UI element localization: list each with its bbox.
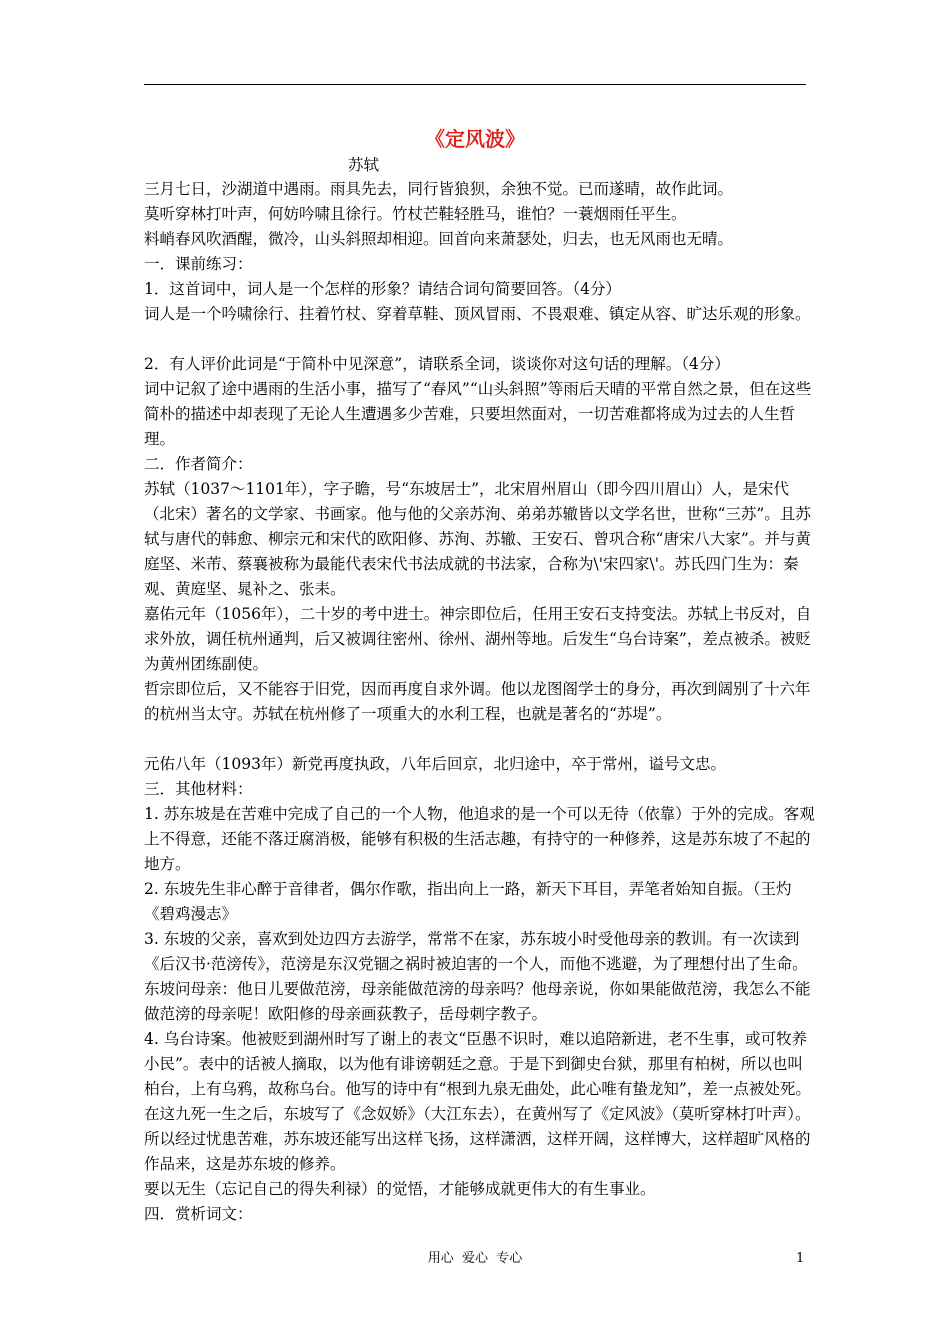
author-hangzhou-paragraph: 哲宗即位后，又不能容于旧党，因而再度自求外调。他以龙图阁学士的身分，再次到阔别了十六年的杭州当太守。苏轼在杭州修了一项重大的水利工程，也就是著名的“苏堤”。 (144, 680, 811, 723)
answer-2: 词中记叙了途中遇雨的生活小事，描写了“春风”“山头斜照”等雨后天晴的平常自然之景，但在这些简朴的描述中却表现了无论人生遭遇多少苦难，只要坦然面对，一切苦难都将成为过去的人生哲理。 (144, 380, 812, 448)
header-rule (144, 84, 806, 85)
author-career-paragraph: 嘉佑元年（1056年），二十岁的考中进士。神宗即位后，任用王安石支持变法。苏轼上书反对，自求外放，调任杭州通判，后又被调往密州、徐州、湖州等地。后发生“乌台诗案”，差点被杀。被贬为黄州团练副使。 (144, 605, 812, 673)
material-conclusion: 要以无生（忘记自己的得失利禄）的觉悟，才能够成就更伟大的有生事业。 (144, 1180, 656, 1198)
author-death-paragraph: 元佑八年（1093年）新党再度执政，八年后回京，北归途中，卒于常州，谥号文忠。 (144, 755, 726, 773)
material-2: 2. 东坡先生非心醉于音律者，偶尔作歌，指出向上一路，新天下耳目，弄笔者始知自振。（王灼《碧鸡漫志》 (144, 880, 792, 923)
section-heading-appreciation: 四．赏析词文： (144, 1205, 253, 1223)
author-name: 苏轼 (348, 156, 380, 174)
question-1: 1．这首词中，词人是一个怎样的形象？请结合词句简要回答。（4分） (144, 280, 621, 298)
poem-preface: 三月七日，沙湖道中遇雨。雨具先去，同行皆狼狈，余独不觉。已而遂晴，故作此词。 (144, 180, 734, 198)
document-title: 《定风波》 (425, 127, 525, 151)
section-heading-author: 二．作者简介： (144, 455, 253, 473)
material-1: 1. 苏东坡是在苦难中完成了自己的一个人物，他追求的是一个可以无待（依靠）于外的完成。客观上不得意，还能不落迂腐消极，能够有积极的生活志趣，有持守的一种修养，这是苏东坡了不起的地方。 (144, 805, 815, 873)
blank-line (144, 327, 816, 352)
section-heading-exercises: 一．课前练习： (144, 255, 253, 273)
poem-stanza-1: 莫听穿林打叶声，何妨吟啸且徐行。竹杖芒鞋轻胜马，谁怕？一蓑烟雨任平生。 (144, 205, 687, 223)
material-4: 4. 乌台诗案。他被贬到湖州时写了谢上的表文“臣愚不识时，难以追陪新进，老不生事，或可牧养小民”。表中的话被人摘取，以为他有诽谤朝廷之意。于是下到御史台狱，那里有柏树，所以也叫柏台，上有乌鸦，故称乌台。他写的诗中有“根到九泉无曲处，此心唯有蛰龙知”，差一点被处死。在这九死一生之后，东坡写了《念奴娇》（大江东去），在黄州写了《定风波》（莫听穿林打叶声）。所以经过忧患苦难，苏东坡还能写出这样飞扬，这样潇洒，这样开阔，这样博大，这样超旷风格的作品来，这是苏东坡的修养。 (144, 1030, 811, 1173)
poem-stanza-2: 料峭春风吹酒醒，微冷，山头斜照却相迎。回首向来萧瑟处，归去，也无风雨也无晴。 (144, 230, 734, 248)
blank-line (144, 727, 816, 752)
answer-1: 词人是一个吟啸徐行、拄着竹杖、穿着草鞋、顶风冒雨、不畏艰难、镇定从容、旷达乐观的形象。 (144, 305, 811, 323)
document-body (144, 177, 816, 1227)
author-bio-paragraph: 苏轼（1037～1101年），字子瞻，号“东坡居士”，北宋眉州眉山（即今四川眉山）人，是宋代（北宋）著名的文学家、书画家。他与他的父亲苏洵、弟弟苏辙皆以文学名世，世称“三苏”。且苏轼与唐代的韩愈、柳宗元和宋代的欧阳修、苏洵、苏辙、王安石、曾巩合称“唐宋八大家”。并与黄庭坚、米芾、蔡襄被称为最能代表宋代书法成就的书法家，合称为\'宋四家\'。苏氏四门生为：秦观、黄庭坚、晁补之、张耒。 (144, 480, 811, 598)
section-heading-materials: 三．其他材料： (144, 780, 253, 798)
footer-motto: 用心 爱心 专心 (427, 1251, 523, 1266)
question-2: 2．有人评价此词是“于简朴中见深意”，请联系全词，谈谈你对这句话的理解。（4分） (144, 355, 730, 373)
page-number: 1 (796, 1251, 805, 1266)
material-3: 3. 东坡的父亲，喜欢到处边四方去游学，常常不在家，苏东坡小时受他母亲的教训。有一次读到《后汉书·范滂传》，范滂是东汉党锢之祸时被迫害的一个人，而他不逃避，为了理想付出了生命。东坡问母亲：他日儿要做范滂，母亲能做范滂的母亲吗？他母亲说，你如果能做范滂，我怎么不能做范滂的母亲呢！欧阳修的母亲画荻教子，岳母刺字教子。 (144, 930, 811, 1023)
